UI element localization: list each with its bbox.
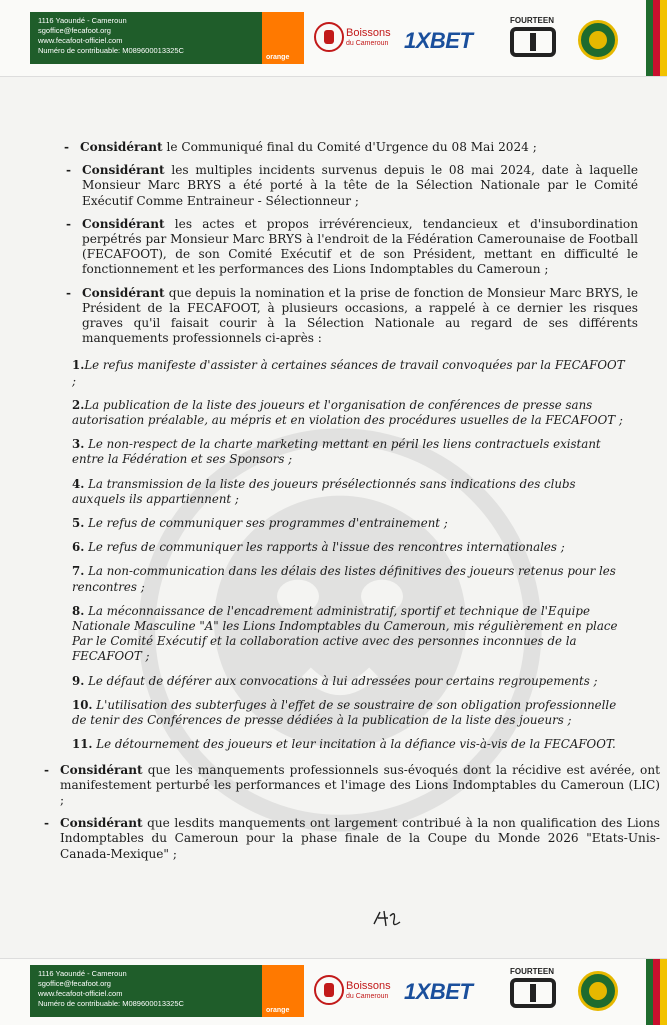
fourteen-logo: FOURTEEN — [508, 16, 568, 62]
boissons-du-cameroun-logo: Boissons du Cameroun — [314, 20, 390, 56]
page-footer — [0, 958, 667, 1025]
boissons-seal-icon — [314, 975, 344, 1005]
boissons-seal-icon — [314, 22, 344, 52]
page-header — [0, 0, 667, 77]
initials-signature — [370, 908, 410, 930]
taxpayer-number: Numéro de contribuable: M089600013325C — [38, 46, 184, 55]
manquement-item: 5. Le refus de communiquer ses programmes d'entrainement ; — [72, 516, 448, 531]
cameroon-flag-stripe — [646, 959, 667, 1025]
considerant-3: - Considérant les actes et propos irrévérencieux, tendancieux et d'insubordination perpétrés par Monsieur Marc BRYS à l'endroit de la Fédération Camerounaise de Football (FECAFOOT), de son Comité Exécutif et de son Président, mettant en difficulté le fonctionnement et les performances des Lions Indomptables du Cameroun ; — [66, 216, 638, 277]
orange-logo: orange — [262, 965, 304, 1017]
manquement-item: 7. La non-communication dans les délais des listes définitives des joueurs retenus pour les rencontres ; — [72, 564, 616, 594]
contact-block — [30, 12, 262, 64]
address: 1116 Yaoundé - Cameroun — [38, 969, 127, 978]
1xbet-logo: 1XBET — [404, 979, 473, 1004]
manquement-item: 4. La transmission de la liste des joueurs présélectionnés sans indications des clubs auxquels ils appartiennent ; — [72, 476, 576, 506]
taxpayer-number: Numéro de contribuable: M089600013325C — [38, 999, 184, 1008]
email: sgoffice@fecafoot.org — [38, 979, 111, 988]
fecafoot-lion-logo — [578, 971, 618, 1011]
website: www.fecafoot-officiel.com — [38, 989, 123, 998]
email: sgoffice@fecafoot.org — [38, 26, 111, 35]
orange-logo: orange — [262, 12, 304, 64]
manquements-list — [72, 358, 632, 752]
manquement-item: 8. La méconnaissance de l'encadrement administratif, sportif et technique de l'Equipe Nationale Masculine "A" les Lions Indomptables du Cameroun, mis régulièrement en place Par le Comité Exécutif et la collaboration active avec des personnes inconnues de la FECAFOOT ; — [72, 603, 618, 664]
fourteen-mark-icon — [510, 27, 556, 57]
manquement-item: 2.La publication de la liste des joueurs et l'organisation de conférences de presse sans autorisation préalable, au mépris et en violation des procédures usuelles de la FECAFOOT ; — [72, 397, 623, 428]
document-body — [44, 140, 660, 870]
website: www.fecafoot-officiel.com — [38, 36, 123, 45]
contact-block — [30, 965, 262, 1017]
considerant-5: - Considérant que les manquements professionnels sus-évoqués dont la récidive est avérée, ont manifestement perturbé les performances et l'image des Lions Indomptables du Cameroun (LIC) ; — [44, 762, 660, 807]
1xbet-logo: 1XBET — [404, 28, 473, 53]
considerant-1: - Considérant le Communiqué final du Comité d'Urgence du 08 Mai 2024 ; — [64, 140, 537, 154]
manquement-item: 1.Le refus manifeste d'assister à certaines séances de travail convoquées par la FECAFOOT ; — [72, 358, 625, 388]
manquement-item: 3. Le non-respect de la charte marketing mettant en péril les liens contractuels existant entre la Fédération et ses Sponsors ; — [72, 437, 601, 467]
boissons-du-cameroun-logo: Boissons du Cameroun — [314, 973, 390, 1009]
manquement-item: 11. Le détournement des joueurs et leur incitation à la défiance vis-à-vis de la FECAFOOT. — [72, 737, 616, 752]
fourteen-logo: FOURTEEN — [508, 967, 568, 1013]
address: 1116 Yaoundé - Cameroun — [38, 16, 127, 25]
fourteen-mark-icon — [510, 978, 556, 1008]
considerant-2: - Considérant les multiples incidents survenus depuis le 08 mai 2024, date à laquelle Monsieur Marc BRYS a été porté à la tête de la Sélection Nationale par le Comité Exécutif Comme Entraineur - Sélectionneur ; — [66, 163, 638, 208]
considerant-4: - Considérant que depuis la nomination et la prise de fonction de Monsieur Marc BRYS, le Président de la FECAFOOT, à plusieurs occasions, a rappelé à ce dernier les risques graves qu'il faisait courir à la Sélection Nationale au regard de ses différents manquements professionnels ci-après : — [66, 285, 638, 346]
manquement-item: 9. Le défaut de déférer aux convocations à lui adressées pour certains regroupements ; — [72, 673, 598, 688]
manquement-item: 6. Le refus de communiquer les rapports à l'issue des rencontres internationales ; — [72, 540, 565, 555]
fecafoot-lion-logo — [578, 20, 618, 60]
manquement-item: 10. L'utilisation des subterfuges à l'effet de se soustraire de son obligation professionnelle de tenir des Conférences de presse dédiées à la publication de la liste des joueurs ; — [72, 697, 617, 728]
cameroon-flag-stripe — [646, 0, 667, 76]
considerant-6: - Considérant que lesdits manquements ont largement contribué à la non qualification des Lions Indomptables du Cameroun pour la phase finale de la Coupe du Monde 2026 "Etats-Unis-Canada-Mexique" ; — [44, 816, 660, 861]
